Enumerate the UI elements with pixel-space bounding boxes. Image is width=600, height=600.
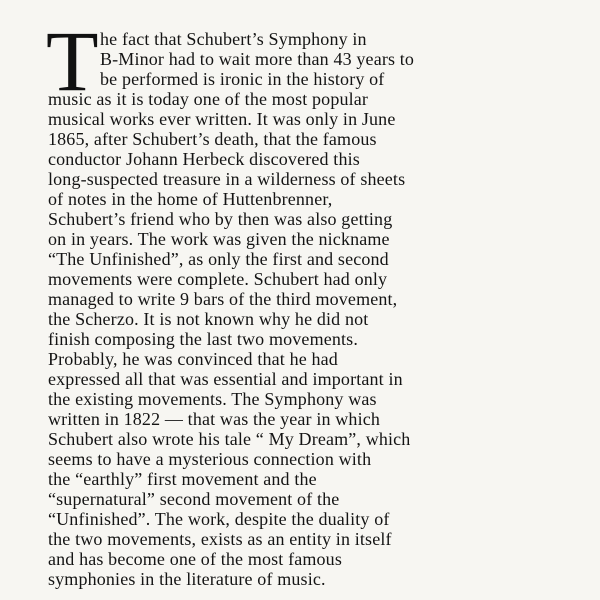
text-line: expressed all that was essential and important in (48, 369, 403, 389)
text-line: the existing movements. The Symphony was (48, 389, 377, 409)
text-line: long-suspected treasure in a wilderness of sheets (48, 169, 406, 189)
drop-cap: T (46, 13, 99, 109)
text-line: music as it is today one of the most popular (48, 89, 369, 109)
text-line: managed to write 9 bars of the third movement, (48, 289, 398, 309)
text-line: the two movements, exists as an entity in itself (48, 529, 392, 549)
text-line: seems to have a mysterious connection with (48, 449, 372, 469)
text-line: B-Minor had to wait more than 43 years to (100, 49, 415, 69)
text-line: written in 1822 — that was the year in which (48, 409, 381, 429)
text-line: “supernatural” second movement of the (48, 489, 340, 509)
text-line: Schubert’s friend who by then was also getting (48, 209, 393, 229)
text-line: “The Unfinished”, as only the first and second (48, 249, 389, 269)
text-line: finish composing the last two movements. (48, 329, 358, 349)
text-line: be performed is ironic in the history of (100, 69, 385, 89)
text-line: the “earthly” first movement and the (48, 469, 317, 489)
text-line: “Unfinished”. The work, despite the duality of (48, 509, 390, 529)
text-line: Schubert also wrote his tale “ My Dream”, which (48, 429, 411, 449)
text-line: movements were complete. Schubert had only (48, 269, 388, 289)
text-line: on in years. The work was given the nickname (48, 229, 390, 249)
text-line: the Scherzo. It is not known why he did not (48, 309, 369, 329)
text-line: Probably, he was convinced that he had (48, 349, 338, 369)
text-line: of notes in the home of Huttenbrenner, (48, 189, 333, 209)
text-line: conductor Johann Herbeck discovered this (48, 149, 360, 169)
text-line: he fact that Schubert’s Symphony in (100, 29, 367, 49)
text-line: symphonies in the literature of music. (48, 569, 326, 589)
text-line: musical works ever written. It was only in June (48, 109, 396, 129)
text-line: and has become one of the most famous (48, 549, 342, 569)
text-line: 1865, after Schubert’s death, that the famous (48, 129, 377, 149)
